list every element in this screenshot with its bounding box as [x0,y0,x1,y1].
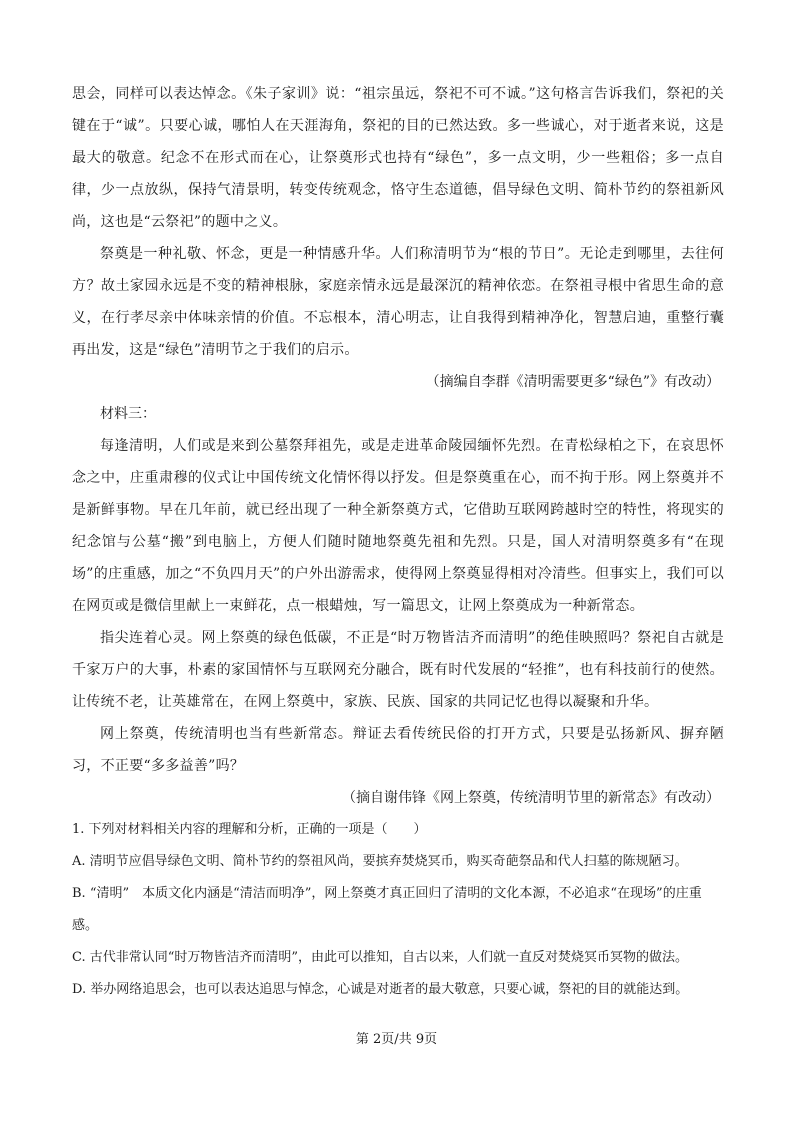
source-citation: （摘编自李群《清明需要更多“绿色”》有改动） [425,374,720,390]
option-b: B. “清明” 本质文化内涵是“清洁而明净”，网上祭奠才真正回归了清明的文化本源，不必追求“在现场”的庄重感。 [72,886,702,933]
material-heading: 材料三： [100,406,156,422]
option-d: D. 举办网络追思会，也可以表达追思与悼念，心诚是对逝者的最大敬意，只要心诚，祭祀的目的就能达到。 [72,982,689,997]
question-stem: 1. 下列对材料相关内容的理解和分析，正确的一项是（ ） [72,822,427,837]
article-body [72,78,724,1006]
page-footer: 第 2页/共 9页 [355,1032,438,1047]
option-c: C. 古代非常认同“时万物皆洁齐而清明”，由此可以推知，自古以来，人们就一直反对焚烧冥币冥物的做法。 [72,950,689,965]
paragraph: 每逢清明，人们或是来到公墓祭拜祖先，或是走进革命陵园缅怀先烈。在青松绿柏之下，在哀思怀念之中，庄重肃穆的仪式让中国传统文化情怀得以抒发。但是祭奠重在心，而不拘于形。网上祭奠并不是新鲜事物。早在几年前，就已经出现了一种全新祭奠方式，它借助互联网跨越时空的特性，将现实的纪念馆与公墓“搬”到电脑上，方便人们随时随地祭奠先祖和先烈。只是，国人对清明祭奠多有“在现场”的庄重感，加之“不负四月天”的户外出游需求，使得网上祭奠显得相对冷清些。但事实上，我们可以在网页或是微信里献上一束鲜花，点一根蜡烛，写一篇思文，让网上祭奠成为一种新常态。 [72,438,724,614]
paragraph: 网上祭奠，传统清明也当有些新常态。辩证去看传统民俗的打开方式，只要是弘扬新风、摒弃陋习，不正要“多多益善”吗？ [72,726,724,774]
paragraph: 祭奠是一种礼敬、怀念，更是一种情感升华。人们称清明节为“根的节日”。无论走到哪里，去往何方？故土家园永远是不变的精神根脉，家庭亲情永远是最深沉的精神依恋。在祭祖寻根中省思生命的意义，在行孝尽亲中体味亲情的价值。不忘根本，清心明志，让自我得到精神净化，智慧启迪，重整行囊再出发，这是“绿色”清明节之于我们的启示。 [72,246,724,358]
paragraph-continued: 思会，同样可以表达悼念。《朱子家训》说：“祖宗虽远，祭祀不可不诚。”这句格言告诉我们，祭祀的关键在于“诚”。只要心诚，哪怕人在天涯海角，祭祀的目的已然达致。多一些诚心，对于逝者来说，这是最大的敬意。纪念不在形式而在心，让祭奠形式也持有“绿色”，多一点文明，少一些粗俗；多一点自律，少一点放纵，保持气清景明，转变传统观念，恪守生态道德，倡导绿色文明、简朴节约的祭祖新风尚，这也是“云祭祀”的题中之义。 [72,86,724,230]
paragraph: 指尖连着心灵。网上祭奠的绿色低碳，不正是“时万物皆洁齐而清明”的绝佳映照吗？祭祀自古就是千家万户的大事，朴素的家国情怀与互联网充分融合，既有时代发展的“轻推”，也有科技前行的使然。让传统不老，让英雄常在，在网上祭奠中，家族、民族、国家的共同记忆也得以凝聚和升华。 [72,630,724,710]
option-a: A. 清明节应倡导绿色文明、简朴节约的祭祖风尚，要摈弃焚烧冥币，购买奇葩祭品和代人扫墓的陈规陋习。 [72,854,688,869]
source-citation: （摘自谢伟锋《网上祭奠，传统清明节里的新常态》有改动） [342,790,720,806]
